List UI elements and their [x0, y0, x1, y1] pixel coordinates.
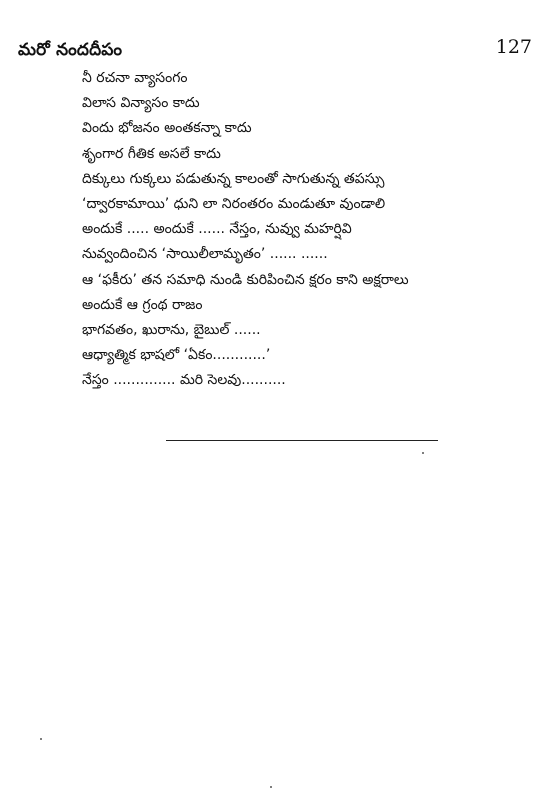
scan-speck: [422, 452, 424, 454]
poem-line: నేస్తం .............. మరి సెలవు..........: [82, 372, 286, 389]
poem-line: అందుకే ఆ గ్రంథ రాజం: [82, 296, 203, 313]
poem-line: నువ్వందించిన ‘సాయిలీలామృతం’ ...... ......: [82, 246, 328, 263]
poem-line: అందుకే ..... అందుకే ...... నేస్తం, నువ్వు మహర్షివి: [82, 221, 352, 238]
poem-line: ఆధ్యాత్మిక భాషలో ‘ఏకం............’: [82, 347, 271, 364]
poem-line: శృంగార గీతిక అసలే కాదు: [82, 145, 221, 162]
poem-line: ‘ద్వారకామాయి’ ధుని లా నిరంతరం మండుతూ వుండాలి: [82, 195, 386, 212]
poem-line: నీ రచనా వ్యాసంగం: [82, 70, 188, 86]
poem-line: దిక్కులు గుక్కలు పడుతున్న కాలంతో సాగుతున్న తపస్సు: [82, 170, 385, 187]
page-number: 127: [495, 36, 532, 58]
poem-line: విందు భోజనం అంతకన్నా కాదు: [82, 120, 252, 137]
poem-line: విలాస విన్యాసం కాదు: [82, 95, 200, 112]
scan-speck: [270, 786, 272, 788]
poem-line: ఆ ‘ఫకీరు’ తన సమాధి నుండి కురిపించిన క్షరం కాని అక్షరాలు: [82, 271, 409, 288]
poem: [82, 66, 409, 393]
scan-speck: [40, 738, 42, 740]
running-title: మరో నందదీపం: [18, 40, 123, 60]
end-rule: [166, 440, 438, 441]
poem-line: భాగవతం, ఖురాను, బైబుల్ ......: [82, 321, 261, 338]
